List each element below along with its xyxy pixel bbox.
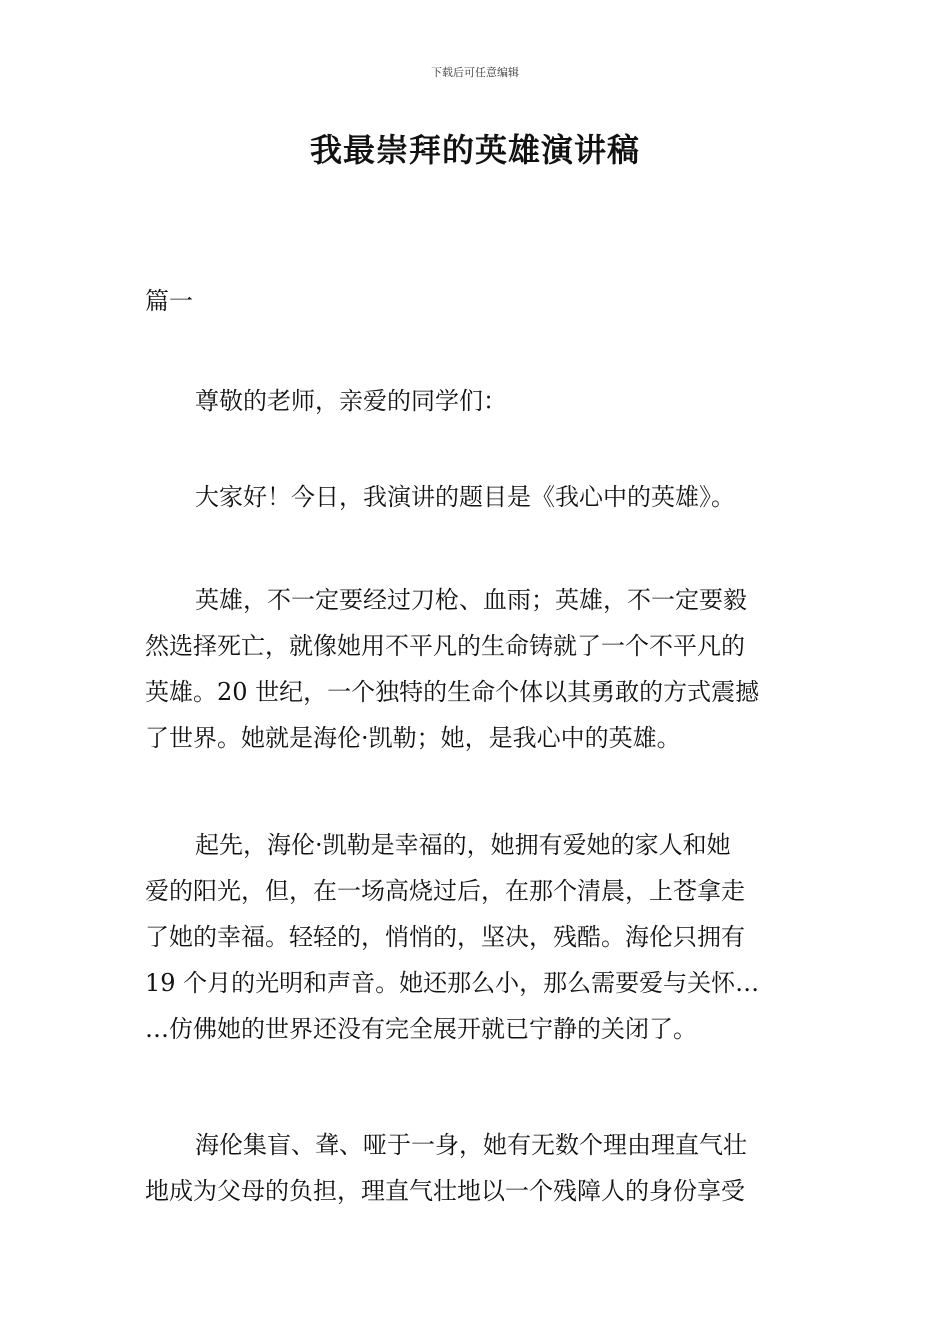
document-title: 我最崇拜的英雄演讲稿	[309, 131, 640, 169]
paragraph-2	[145, 822, 807, 1052]
paragraph-3	[145, 1122, 807, 1214]
paragraph-2-line: 了她的幸福。轻轻的，悄悄的，坚决，残酷。海伦只拥有	[145, 923, 745, 951]
greeting: 大家好！今日，我演讲的题目是《我心中的英雄》。	[195, 483, 735, 511]
paragraph-1-line: 然选择死亡，就像她用不平凡的生命铸就了一个不平凡的	[145, 632, 745, 660]
paragraph-2-line: …仿佛她的世界还没有完全展开就已宁静的关闭了。	[145, 1015, 697, 1043]
paragraph-3-line: 海伦集盲、聋、哑于一身，她有无数个理由理直气壮	[195, 1131, 747, 1159]
salutation: 尊敬的老师，亲爱的同学们：	[195, 387, 507, 415]
paragraph-1-line: 英雄。20 世纪，一个独特的生命个体以其勇敢的方式震撼	[145, 678, 760, 706]
section-label: 篇一	[145, 287, 193, 315]
paragraph-1	[145, 577, 807, 761]
paragraph-1-line: 英雄，不一定要经过刀枪、血雨；英雄，不一定要毅	[195, 586, 747, 614]
paragraph-2-line: 起先，海伦·凯勒是幸福的，她拥有爱她的家人和她	[195, 831, 731, 859]
page-header-note: 下载后可任意编辑	[431, 66, 519, 79]
paragraph-2-line: 爱的阳光，但，在一场高烧过后，在那个清晨，上苍拿走	[145, 877, 745, 905]
paragraph-1-line: 了世界。她就是海伦·凯勒；她，是我心中的英雄。	[145, 724, 681, 752]
paragraph-2-line: 19 个月的光明和声音。她还那么小，那么需要爱与关怀…	[145, 969, 760, 997]
paragraph-3-line: 地成为父母的负担，理直气壮地以一个残障人的身份享受	[145, 1177, 745, 1205]
